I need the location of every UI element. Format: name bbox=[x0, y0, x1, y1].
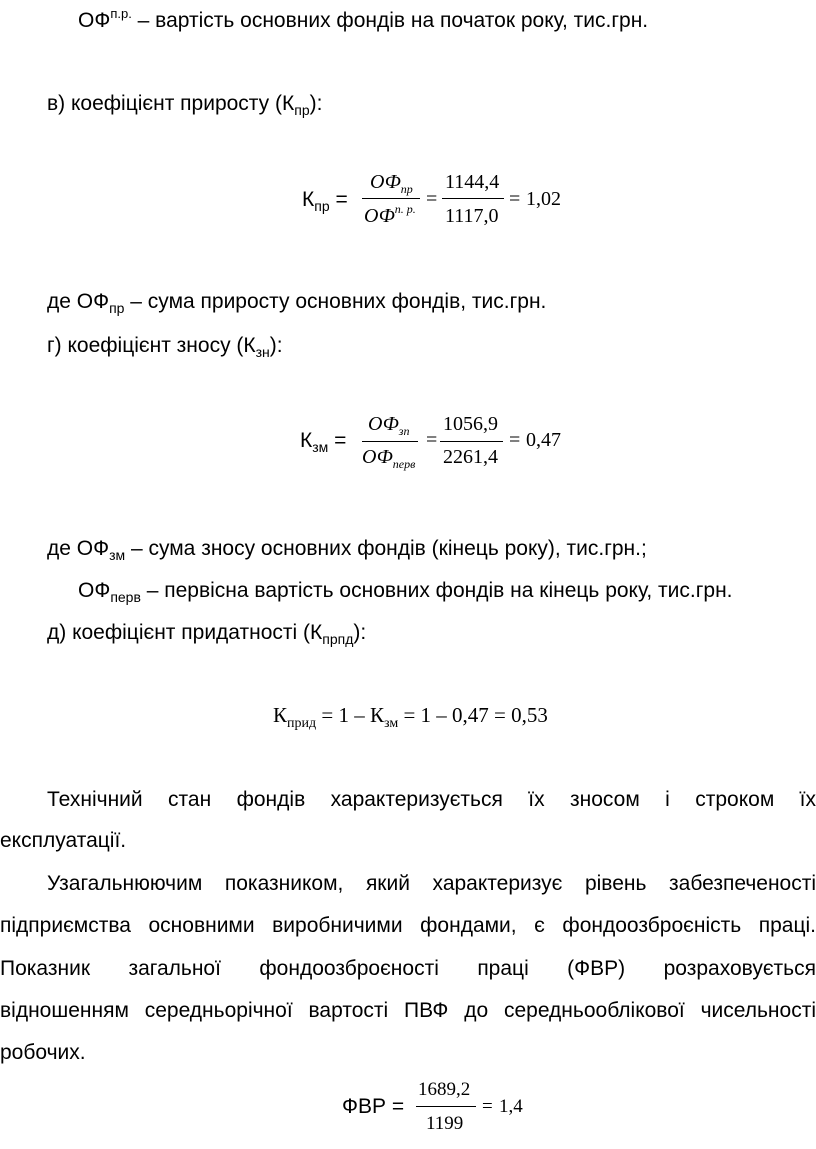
superscript: п.р. bbox=[110, 6, 132, 21]
definition-of-initial-funds bbox=[78, 6, 649, 32]
den-superscript: п. р. bbox=[394, 202, 416, 216]
equals-sign: = bbox=[329, 188, 348, 211]
equals-sign: = bbox=[482, 1096, 493, 1117]
fraction-bar bbox=[362, 441, 418, 442]
item-suitability-coefficient bbox=[47, 621, 367, 647]
formula-lhs: ФВР = bbox=[342, 1095, 405, 1118]
numerator-value: 1144,4 bbox=[445, 171, 500, 193]
text: в) коефіцієнт приросту (К bbox=[47, 92, 295, 115]
text: – сума приросту основних фондів, тис.грн. bbox=[124, 290, 547, 313]
paragraph-capital-line3 bbox=[0, 958, 816, 979]
result-value: 1,02 bbox=[526, 188, 561, 210]
paragraph-capital-line5 bbox=[0, 1042, 86, 1063]
equals-sign: = bbox=[426, 188, 438, 210]
fraction-numerator bbox=[370, 171, 413, 196]
text: – вартість основних фондів на початок року, тис.грн. bbox=[131, 9, 649, 32]
text-end: ): bbox=[269, 334, 283, 357]
lhs-subscript: пр bbox=[314, 198, 330, 214]
formula-suitability bbox=[273, 703, 548, 731]
subscript: перв bbox=[110, 589, 141, 605]
paragraph-technical-state-line1 bbox=[47, 789, 816, 810]
text: робочих. bbox=[0, 1041, 86, 1064]
text: відношенням середньорічної вартості ПВФ до середньооблікової чисельності bbox=[0, 999, 816, 1022]
text: Узагальнюючим показником, який характеризує рівень забезпеченості bbox=[47, 872, 816, 895]
text: Показник загальної фондоозброєності праці (ФВР) розраховується bbox=[0, 957, 816, 980]
fraction-bar bbox=[440, 441, 503, 442]
subscript: зм bbox=[383, 716, 399, 731]
lhs-symbol: К bbox=[302, 188, 315, 211]
result-value: 0,47 bbox=[526, 429, 561, 451]
num-symbol: ОФ bbox=[368, 413, 399, 435]
text: експлуатації. bbox=[0, 829, 127, 852]
den-symbol: ОФ bbox=[364, 205, 395, 227]
fraction-bar bbox=[362, 198, 420, 199]
text-end: ): bbox=[309, 92, 323, 115]
text: д) коефіцієнт придатності (К bbox=[47, 621, 323, 644]
item-growth-coefficient bbox=[47, 92, 323, 118]
text: де ОФ bbox=[47, 537, 110, 560]
fraction-bar bbox=[416, 1106, 476, 1107]
text: = 1 – 0,47 = 0,53 bbox=[398, 703, 548, 727]
num-subscript: зп bbox=[398, 424, 410, 438]
result-value: 1,4 bbox=[499, 1096, 523, 1117]
subscript: прид bbox=[287, 716, 317, 731]
lhs-symbol: К bbox=[300, 429, 313, 452]
fraction-numerator bbox=[368, 413, 410, 438]
paragraph-technical-state-line2 bbox=[0, 830, 126, 851]
item-wear-coefficient bbox=[47, 334, 283, 360]
denominator-value: 1117,0 bbox=[445, 205, 499, 227]
denominator-value: 1199 bbox=[426, 1113, 464, 1134]
lhs-subscript: зм bbox=[312, 439, 329, 455]
definition-growth-sum bbox=[47, 290, 547, 316]
den-subscript: перв bbox=[392, 457, 416, 471]
subscript: пр bbox=[294, 102, 310, 118]
subscript: зм bbox=[109, 547, 126, 563]
subscript: пр bbox=[109, 300, 125, 316]
formula-lhs bbox=[300, 429, 347, 455]
definition-wear-sum bbox=[47, 537, 647, 563]
text: = 1 – К bbox=[316, 703, 384, 727]
subscript: прпд bbox=[322, 631, 354, 647]
symbol: К bbox=[273, 703, 288, 727]
text-end: ): bbox=[353, 621, 367, 644]
num-symbol: ОФ bbox=[370, 171, 401, 193]
fraction-denominator bbox=[362, 446, 416, 471]
fraction-denominator bbox=[364, 202, 416, 227]
denominator-value: 2261,4 bbox=[443, 446, 498, 468]
text: г) коефіцієнт зносу (К bbox=[47, 334, 256, 357]
equals-sign: = bbox=[328, 429, 347, 452]
definition-original-value bbox=[78, 579, 733, 605]
formula-lhs bbox=[302, 188, 348, 214]
numerator-value: 1056,9 bbox=[443, 413, 498, 435]
subscript: зн bbox=[255, 344, 270, 360]
symbol: ОФ bbox=[78, 9, 111, 32]
text: – первісна вартість основних фондів на кінець року, тис.грн. bbox=[140, 579, 733, 602]
paragraph-capital-line4 bbox=[0, 1000, 816, 1021]
text: де ОФ bbox=[47, 290, 110, 313]
text: ОФ bbox=[78, 579, 111, 602]
fraction-bar bbox=[442, 198, 504, 199]
text: підприємства основними виробничими фондами, є фондоозброєність праці. bbox=[0, 914, 816, 937]
equals-sign: = bbox=[426, 429, 438, 451]
paragraph-capital-line1 bbox=[47, 873, 816, 894]
equals-sign: = bbox=[509, 429, 521, 451]
num-subscript: пр bbox=[400, 182, 413, 196]
den-symbol: ОФ bbox=[362, 446, 393, 468]
numerator-value: 1689,2 bbox=[418, 1079, 471, 1100]
equals-sign: = bbox=[509, 188, 521, 210]
text: – сума зносу основних фондів (кінець року), тис.грн.; bbox=[125, 537, 647, 560]
paragraph-capital-line2 bbox=[0, 915, 816, 936]
text: Технічний стан фондів характеризується їх зносом і строком їх bbox=[47, 788, 816, 811]
